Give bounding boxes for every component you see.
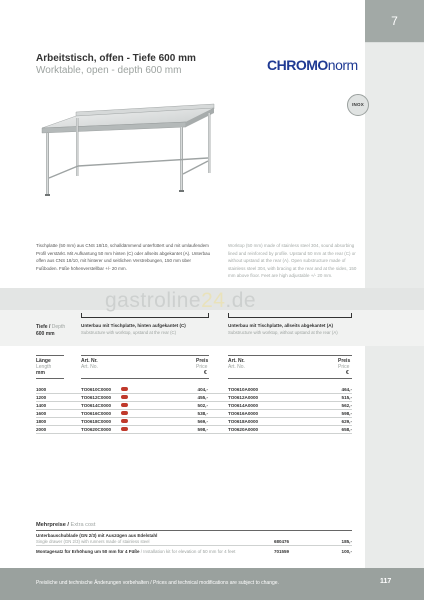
col-length: Länge	[36, 358, 51, 364]
row-length: 1400	[36, 403, 47, 408]
depth-label-en: Depth	[51, 324, 66, 330]
depth-value: 600 mm	[36, 331, 55, 337]
col-price-c-en: Price	[196, 364, 208, 370]
col-price-a-en: Price	[338, 364, 350, 370]
row-length: 1200	[36, 395, 47, 400]
row-price-a: 598,-	[341, 411, 352, 416]
row-art-c: TO0612C0000	[81, 395, 112, 400]
extra-item-de-text: Montagesatz für Erhöhung um 50 mm für 4 Füße	[36, 549, 140, 554]
row-art-c: TO0618C0000	[81, 419, 112, 424]
brand-logo	[267, 57, 358, 73]
row-price-c: 569,-	[197, 419, 208, 424]
row-price-a: 562,-	[341, 403, 352, 408]
row-price-c: 502,-	[197, 403, 208, 408]
row-price-a: 464,-	[341, 387, 352, 392]
new-badge-icon	[121, 387, 128, 391]
extras-rule	[36, 530, 352, 531]
rule-length-bottom	[36, 378, 64, 379]
page-title: Arbeitstisch, offen - Tiefe 600 mm	[36, 53, 196, 64]
row-art-c: TO0616C0000	[81, 411, 112, 416]
extra-item-art: 680476	[274, 539, 290, 544]
row-divider	[36, 425, 352, 426]
variant-a-title: Unterbau mit Tischplatte, allseits abgekantet (A)	[228, 323, 334, 328]
row-divider	[36, 417, 352, 418]
row-price-c: 455,-	[197, 395, 208, 400]
watermark	[105, 289, 256, 313]
row-art-a: TO0614A0000	[228, 403, 259, 408]
row-divider	[36, 401, 352, 402]
row-length: 1800	[36, 419, 47, 424]
rule-c-bottom	[81, 378, 209, 379]
col-art-c: Art. Nr.	[81, 358, 98, 364]
rule-length-top	[36, 355, 64, 356]
row-art-a: TO0616A0000	[228, 411, 259, 416]
extra-item-en: Installation kit for elevation of 50 mm for 4 feet	[143, 549, 236, 554]
row-price-a: 515,-	[341, 395, 352, 400]
col-price-a: Preis	[338, 358, 351, 364]
page-number: 117	[380, 578, 392, 585]
chapter-tab	[365, 0, 424, 42]
page-subtitle: Worktable, open - depth 600 mm	[36, 65, 182, 76]
worktable-image	[36, 98, 226, 198]
watermark-num: 24	[201, 289, 226, 312]
row-price-c: 538,-	[197, 411, 208, 416]
new-badge-icon	[121, 403, 128, 407]
variant-c-title: Unterbau mit Tischplatte, hinten aufgekantet (C)	[81, 323, 186, 328]
footer-note: Preisliche und technische Änderungen vorbehalten / Prices and technical modifications are subject to change.	[36, 580, 279, 586]
variant-a-sketch	[228, 313, 352, 318]
inox-seal	[347, 94, 369, 116]
page-footer	[0, 568, 424, 600]
extras-title-en: Extra cost	[70, 522, 96, 528]
row-art-a: TO0618A0000	[228, 419, 259, 424]
new-badge-icon	[121, 411, 128, 415]
col-art-a-en: Art. No.	[228, 364, 245, 370]
new-badge-icon	[121, 419, 128, 423]
col-length-unit: mm	[36, 370, 45, 376]
extras-title-de: Mehrpreise	[36, 522, 66, 528]
row-divider	[36, 393, 352, 394]
extras-divider	[36, 545, 352, 546]
row-price-a: 629,-	[341, 419, 352, 424]
row-art-c: TO0614C0000	[81, 403, 112, 408]
extra-item-price: 100,-	[341, 549, 352, 554]
col-art-c-en: Art. No.	[81, 364, 98, 370]
extra-item-art: 701559	[274, 549, 290, 554]
row-length: 1600	[36, 411, 47, 416]
logo-part-1: CHROMO	[267, 57, 328, 73]
rule-a-top	[228, 355, 352, 356]
extra-item-en: Single drawer (GN 2/3) with runners made of stainless steel	[36, 539, 150, 544]
row-price-c: 598,-	[197, 427, 208, 432]
col-art-a: Art. Nr.	[228, 358, 245, 364]
extras-title: Mehrpreise / Extra cost	[36, 522, 96, 528]
new-badge-icon	[121, 427, 128, 431]
description-en: Worktop (50 mm) made of stainless steel 304, sound absorbing lined and reinforced by profile. Upstand 50 mm at the rear (C) or without upstand at the rear (A). Open substructure made of stainless steel 304, with bracing at the rear and at the sides, 150 mm above floor. Feet are high adjustable +/- 20 mm.	[228, 243, 357, 279]
new-badge-icon	[121, 395, 128, 399]
logo-part-2: norm	[327, 57, 358, 73]
col-length-en: Length	[36, 364, 52, 370]
variant-c-sketch	[81, 313, 209, 318]
extra-item-de: Montagesatz für Erhöhung um 50 mm für 4 Füße / Installation kit for elevation of 50 mm for 4 feet	[36, 549, 236, 554]
row-art-c: TO0620C0000	[81, 427, 112, 432]
chapter-number: 7	[391, 14, 398, 28]
row-art-a: TO0610A0000	[228, 387, 259, 392]
depth-label-de: Tiefe	[36, 324, 48, 330]
col-currency-c: €	[204, 370, 207, 376]
variant-a-subtitle: Substructure with worktop, without upstand at the rear (A)	[228, 330, 338, 335]
row-price-a: 658,-	[341, 427, 352, 432]
row-length: 1000	[36, 387, 47, 392]
extra-item-de: Unterbauschublade (GN 2/3) mit Auszügen aus Edelstahl	[36, 533, 158, 538]
variant-c-subtitle: Substructure with worktop, upstand at the rear (C)	[81, 330, 177, 335]
row-art-a: TO0612A0000	[228, 395, 259, 400]
rule-c-top	[81, 355, 209, 356]
watermark-main: gastroline	[105, 289, 202, 312]
row-divider	[36, 409, 352, 410]
row-price-c: 404,-	[197, 387, 208, 392]
extra-item-price: 185,-	[341, 539, 352, 544]
row-length: 2000	[36, 427, 47, 432]
row-art-a: TO0620A0000	[228, 427, 259, 432]
rule-a-bottom	[228, 378, 352, 379]
col-currency-a: €	[346, 370, 349, 376]
col-price-c: Preis	[196, 358, 209, 364]
description-de: Tischplatte (50 mm) aus CNS 18/10, schalldämmend unterfüttert und mit umlaufendem Profil verstärkt. Mit Aufkantung 50 mm hinten (C) oder allseits abgekantet (A). Unterbau offen aus CNS 18/10, mit hinterer und seitlichen Verstrebungen, 150 mm über Fußboden. Füße höhenverstellbar +/- 20 mm.	[36, 243, 211, 271]
inox-seal-label: INOX	[352, 102, 364, 107]
watermark-suffix: .de	[225, 289, 257, 312]
depth-label: Tiefe / Depth	[36, 324, 66, 330]
row-art-c: TO0610C0000	[81, 387, 112, 392]
row-divider	[36, 433, 352, 434]
